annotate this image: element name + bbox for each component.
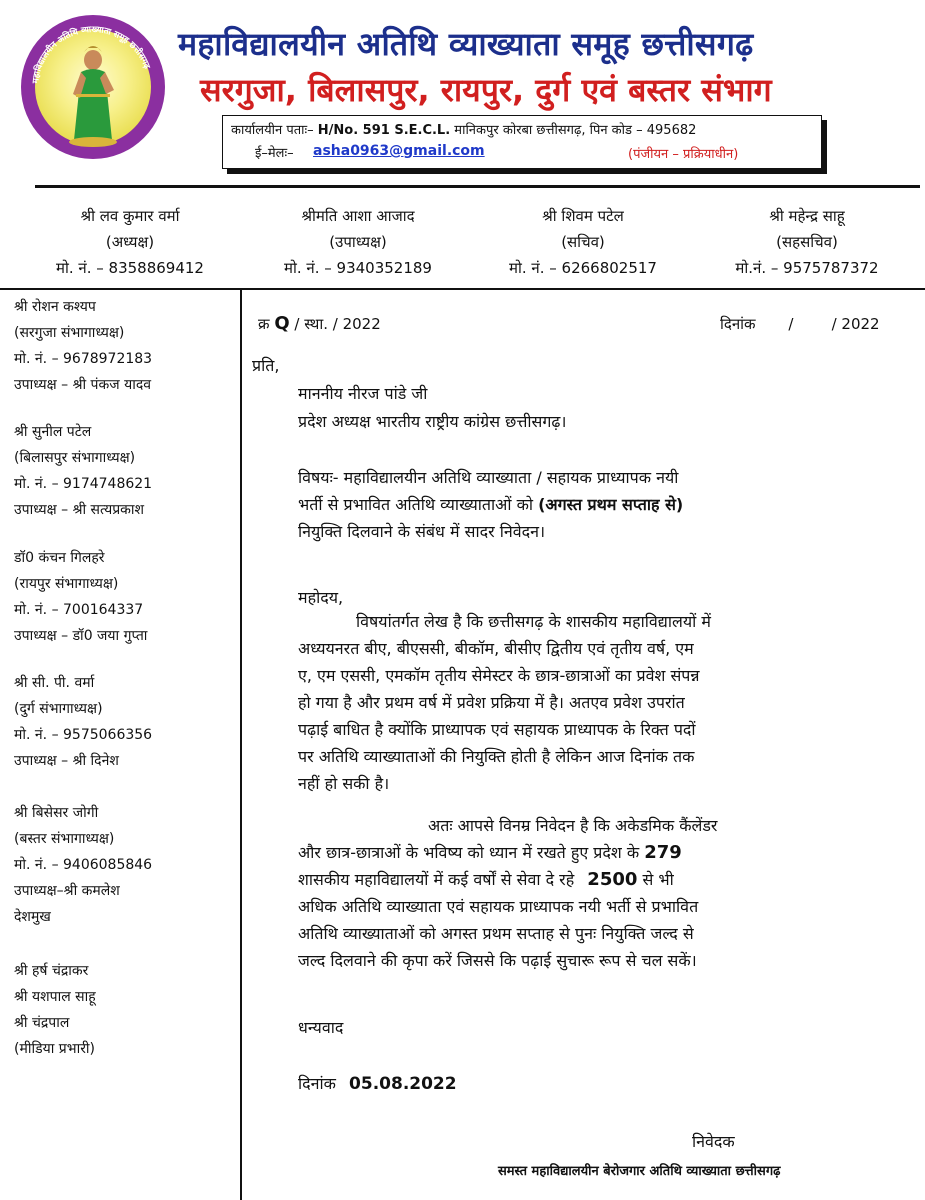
lecturer-count: 2500 <box>587 869 638 890</box>
sidebar-line: उपाध्यक्ष – श्री सत्यप्रकाश <box>14 502 145 518</box>
sidebar-durg <box>14 670 240 774</box>
officer-joint-secretary <box>702 203 912 281</box>
office-address <box>231 120 696 138</box>
sidebar-line: श्री बिसेसर जोगी <box>14 805 99 821</box>
applicant-label: निवेदक <box>692 1132 735 1151</box>
officer-vice-president <box>253 203 463 281</box>
sidebar-line: उपाध्यक्ष–श्री कमलेश <box>14 883 120 899</box>
date-label: दिनांक <box>720 315 756 333</box>
sidebar-line: (बिलासपुर संभागाध्यक्ष) <box>14 450 136 466</box>
officer-role: (सचिव) <box>561 233 605 251</box>
subject-line <box>298 491 858 518</box>
sidebar-line: (सरगुजा संभागाध्यक्ष) <box>14 325 125 341</box>
sidebar-line: डॉ0 कंचन गिलहरे <box>14 550 105 566</box>
email-link[interactable]: asha0963@gmail.com <box>313 143 485 159</box>
sidebar-line: उपाध्यक्ष – डॉ0 जया गुप्ता <box>14 628 148 644</box>
officer-role: (उपाध्यक्ष) <box>329 233 387 251</box>
officer-mobile: मो. नं. – 9340352189 <box>284 259 432 277</box>
paragraph-line <box>298 866 858 893</box>
paragraph-line: अतिथि व्याख्याताओं को अगस्त प्रथम सप्ताह से पुनः नियुक्ति जल्द से <box>298 924 694 943</box>
sidebar-surguja <box>14 294 240 398</box>
sign-date-label: दिनांक <box>298 1074 336 1093</box>
subject <box>298 464 858 545</box>
sidebar-bastar <box>14 800 240 930</box>
registration-status: (पंजीयन – प्रक्रियाधीन) <box>628 147 739 162</box>
officer-role: (अध्यक्ष) <box>105 233 155 251</box>
sidebar-line: मो. नं. – 9678972183 <box>14 351 153 367</box>
sidebar-media <box>14 958 240 1062</box>
sidebar-line: (मीडिया प्रभारी) <box>14 1041 96 1057</box>
paragraph-text: शासकीय महाविद्यालयों में कई वर्षों से सेवा दे रहे <box>298 870 575 889</box>
college-count: 279 <box>644 842 682 863</box>
sidebar-line: मो. नं. – 9406085846 <box>14 857 153 873</box>
paragraph-line: अतः आपसे विनम्र निवेदन है कि अकेडमिक कैंलेंडर <box>428 816 718 835</box>
address-box <box>222 115 822 169</box>
sidebar-line: मो. नं. – 9174748621 <box>14 476 153 492</box>
subject-bold: (अगस्त प्रथम सप्ताह से) <box>538 495 684 514</box>
paragraph-line <box>298 839 858 866</box>
paragraph-1 <box>298 608 858 797</box>
officer-president <box>25 203 235 281</box>
salutation-to: प्रति, <box>252 356 280 375</box>
subject-line: विषयः- महाविद्यालयीन अतिथि व्याख्याता / सहायक प्राध्यापक नयी <box>298 468 679 487</box>
address-house-number: H/No. 591 S.E.C.L. <box>317 123 451 138</box>
paragraph-line: ए, एम एससी, एमकॉम तृतीय सेमेस्टर के छात्र-छात्राओं का प्रवेश संपन्न <box>298 666 700 685</box>
sidebar-line: (रायपुर संभागाध्यक्ष) <box>14 576 119 592</box>
officer-mobile: मो.नं. – 9575787372 <box>735 259 879 277</box>
email-label: ई–मेलः– <box>255 146 294 161</box>
sidebar-line: श्री यशपाल साहू <box>14 989 96 1005</box>
sidebar-line: श्री चंद्रपाल <box>14 1015 70 1031</box>
ref-prefix: क्र <box>258 315 270 333</box>
address-label: कार्यालयीन पताः– <box>231 123 314 138</box>
paragraph-line: जल्द दिलवाने की कृपा करें जिससे कि पढ़ाई सुचारू रूप से चल सकें। <box>298 951 697 970</box>
sidebar-line: उपाध्यक्ष – श्री पंकज यादव <box>14 377 152 393</box>
paragraph-line: अधिक अतिथि व्याख्याता एवं सहायक प्राध्यापक नयी भर्ती से प्रभावित <box>298 897 699 916</box>
paragraph-text: और छात्र-छात्राओं के भविष्य को ध्यान में रखते हुए प्रदेश के <box>298 843 640 862</box>
paragraph-line: नहीं हो सकी है। <box>298 774 390 793</box>
letter-date <box>720 310 880 338</box>
date-value: / / 2022 <box>788 315 880 333</box>
paragraph-2 <box>298 812 858 974</box>
header-divider <box>35 185 920 188</box>
sign-date-value: 05.08.2022 <box>349 1074 457 1094</box>
subject-text: भर्ती से प्रभावित अतिथि व्याख्याताओं को <box>298 495 533 514</box>
sidebar-raipur <box>14 545 240 649</box>
officer-secretary <box>478 203 688 281</box>
officer-mobile: मो. नं. – 8358869412 <box>56 259 204 277</box>
officers-divider <box>0 288 925 290</box>
paragraph-line: हो गया है और प्रथम वर्ष में प्रवेश प्रक्रिया में है। अतएव प्रवेश उपरांत <box>298 693 685 712</box>
organization-title: महाविद्यालयीन अतिथि व्याख्याता समूह छत्तीसगढ़ <box>178 25 754 63</box>
organization-subtitle: सरगुजा, बिलासपुर, रायपुर, दुर्ग एवं बस्तर संभाग <box>200 71 772 109</box>
sidebar-bilaspur <box>14 419 240 523</box>
sidebar-line: श्री सी. पी. वर्मा <box>14 675 95 691</box>
sidebar-line: श्री रोशन कश्यप <box>14 299 96 315</box>
officer-role: (सहसचिव) <box>776 233 838 251</box>
svg-text:महाविद्यालयीन अतिथि व्याख्याता: महाविद्यालयीन अतिथि व्याख्याता समूह छत्तीसगढ़ <box>31 24 152 84</box>
ref-code: Q <box>274 313 290 334</box>
sidebar-line: (दुर्ग संभागाध्यक्ष) <box>14 701 103 717</box>
sidebar-divider <box>240 288 242 1200</box>
sidebar-line: मो. नं. – 700164337 <box>14 602 144 618</box>
officer-name: श्री महेन्द्र साहू <box>769 207 845 225</box>
paragraph-line: अध्ययनरत बीए, बीएससी, बीकॉम, बीसीए द्वितीय एवं तृतीय वर्ष, एम <box>298 639 694 658</box>
greeting: महोदय, <box>298 588 344 607</box>
recipient-title: प्रदेश अध्यक्ष भारतीय राष्ट्रीय कांग्रेस छत्तीसगढ़। <box>298 412 567 431</box>
thanks: धन्यवाद <box>298 1018 344 1037</box>
sidebar-line: मो. नं. – 9575066356 <box>14 727 153 743</box>
sidebar-line: उपाध्यक्ष – श्री दिनेश <box>14 753 119 769</box>
sidebar-line: देशमुख <box>14 909 51 925</box>
address-rest: मानिकपुर कोरबा छत्तीसगढ़, पिन कोड – 495682 <box>454 123 697 138</box>
sidebar-line: (बस्तर संभागाध्यक्ष) <box>14 831 115 847</box>
subject-line: नियुक्ति दिलवाने के संबंध में सादर निवेदन। <box>298 522 546 541</box>
officer-mobile: मो. नं. – 6266802517 <box>509 259 657 277</box>
organization-logo <box>18 12 168 162</box>
sidebar-line: श्री हर्ष चंद्राकर <box>14 963 89 979</box>
ref-rest: / स्था. / 2022 <box>294 315 381 333</box>
paragraph-line: पर अतिथि व्याख्याताओं की नियुक्ति होती है लेकिन आज दिनांक तक <box>298 747 695 766</box>
paragraph-line: विषयांतर्गत लेख है कि छत्तीसगढ़ के शासकीय महाविद्यालयों में <box>356 612 711 631</box>
sidebar-line: श्री सुनील पटेल <box>14 424 92 440</box>
recipient-name: माननीय नीरज पांडे जी <box>298 384 428 403</box>
officer-name: श्रीमति आशा आजाद <box>301 207 415 225</box>
applicant-name: समस्त महाविद्यालयीन बेरोजगार अतिथि व्याख्याता छत्तीसगढ़ <box>498 1164 781 1179</box>
paragraph-text: से भी <box>642 870 674 889</box>
officer-name: श्री शिवम पटेल <box>542 207 624 225</box>
officer-name: श्री लव कुमार वर्मा <box>80 207 180 225</box>
signature-date <box>298 1070 457 1098</box>
reference-number <box>258 310 381 338</box>
paragraph-line: पढ़ाई बाधित है क्योंकि प्राध्यापक एवं सहायक प्राध्यापक के रिक्त पदों <box>298 720 696 739</box>
